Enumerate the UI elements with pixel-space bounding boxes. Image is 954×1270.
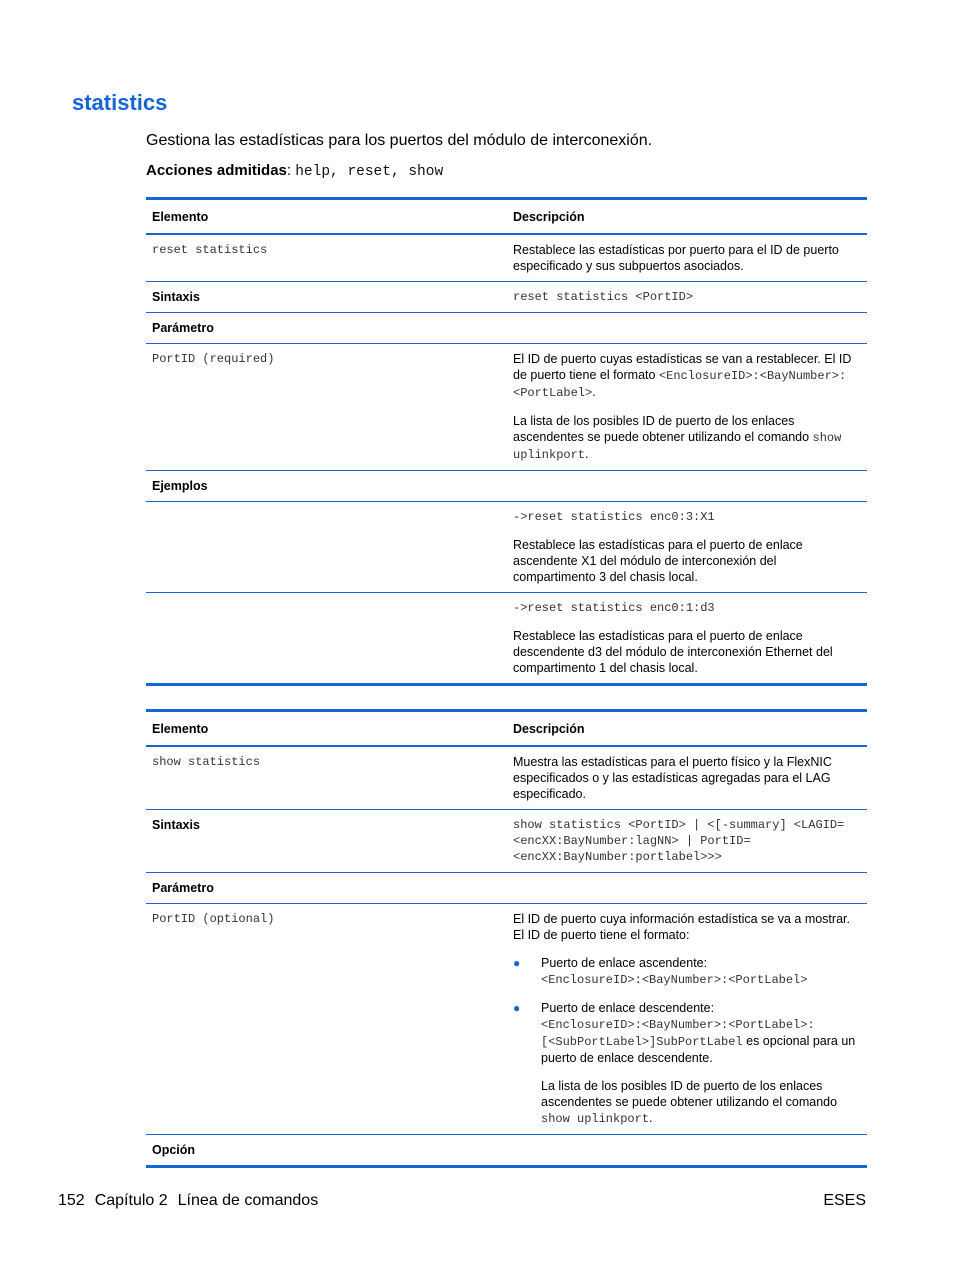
- example-command: ->reset statistics enc0:1:d3: [513, 601, 715, 615]
- element-cell: show statistics: [146, 746, 507, 810]
- parameter-name: PortID (optional): [146, 904, 507, 1135]
- paragraph: El ID de puerto cuya información estadística se va a mostrar. El ID de puerto tiene el formato:: [513, 912, 850, 942]
- examples-label: Ejemplos: [146, 471, 507, 502]
- table-row: [146, 1135, 867, 1167]
- empty-cell: [507, 471, 867, 502]
- text: El ID de puerto cuyas estadísticas se van a restablecer. El ID de puerto tiene el formato: [513, 352, 852, 382]
- bullet-dot-icon: ●: [513, 956, 521, 970]
- empty-cell: [507, 1135, 867, 1167]
- table-row: [146, 873, 867, 904]
- parameter-description: [507, 344, 867, 471]
- table-row: [146, 282, 867, 313]
- table-row: [146, 593, 867, 685]
- col-header-description: Descripción: [507, 711, 867, 747]
- code: <EnclosureID>:<BayNumber>:<PortLabel>: [513, 369, 847, 400]
- actions-label: Acciones admitidas: [146, 162, 287, 179]
- text: .: [592, 385, 596, 399]
- reset-statistics-table: [146, 197, 867, 686]
- paragraph: [513, 351, 861, 401]
- table-row: [146, 904, 867, 1135]
- section-label: Línea de comandos: [177, 1192, 319, 1209]
- col-header-description: Descripción: [507, 199, 867, 235]
- example-cell: [507, 593, 867, 685]
- table-row: [146, 810, 867, 873]
- description-cell: Restablece las estadísticas por puerto para el ID de puerto especificado y sus subpuertos asociados.: [507, 234, 867, 282]
- parameter-label: Parámetro: [146, 873, 507, 904]
- text: es opcional para un puerto de enlace descendente.: [541, 1034, 856, 1065]
- text: .: [649, 1111, 653, 1125]
- syntax-value: show statistics <PortID> | <[-summary] <LAGID=<encXX:BayNumber:lagNN> | PortID=<encXX:BayNumber:portlabel>>>: [507, 810, 867, 873]
- example-description: Restablece las estadísticas para el puerto de enlace descendente d3 del módulo de interconexión Ethernet del compartimento 1 del chasis local.: [513, 629, 833, 675]
- code: show uplinkport: [541, 1112, 650, 1126]
- actions-sep: :: [286, 162, 296, 179]
- empty-cell: [146, 502, 507, 593]
- page-footer: [58, 1192, 328, 1210]
- actions-list: help, reset, show: [295, 164, 444, 180]
- table-row: [146, 344, 867, 471]
- format-list: [513, 955, 861, 1066]
- syntax-value: reset statistics <PortID>: [507, 282, 867, 313]
- description-cell: Muestra las estadísticas para el puerto físico y la FlexNIC especificados o y las estadísticas agregadas para el LAG especificado.: [507, 746, 867, 810]
- example-cell: [507, 502, 867, 593]
- code: [<SubPortLabel>]SubPortLabel: [541, 1035, 743, 1049]
- bullet-dot-icon: ●: [513, 1001, 521, 1015]
- col-header-element: Elemento: [146, 711, 507, 747]
- parameter-description: [507, 904, 867, 1135]
- text: Puerto de enlace descendente:: [541, 1001, 715, 1015]
- element-cell: reset statistics: [146, 234, 507, 282]
- empty-cell: [507, 313, 867, 344]
- option-label: Opción: [146, 1135, 507, 1167]
- col-header-element: Elemento: [146, 199, 507, 235]
- text: La lista de los posibles ID de puerto de los enlaces ascendentes se puede obtener utilizando el comando: [513, 414, 813, 444]
- example-description: Restablece las estadísticas para el puerto de enlace ascendente X1 del módulo de interconexión del compartimento 3 del chasis local.: [513, 538, 803, 584]
- paragraph: [513, 413, 861, 463]
- table-row: [146, 502, 867, 593]
- page-number: 152: [58, 1192, 85, 1209]
- show-statistics-table: [146, 709, 867, 1168]
- intro-text: Gestiona las estadísticas para los puertos del módulo de interconexión.: [146, 132, 653, 149]
- code: show uplinkport: [513, 431, 842, 462]
- page-title: statistics: [72, 90, 168, 115]
- table-row: [146, 471, 867, 502]
- text: Puerto de enlace ascendente:: [541, 956, 708, 970]
- empty-cell: [146, 593, 507, 685]
- list-item: [513, 955, 861, 988]
- paragraph: [513, 1078, 861, 1127]
- language-code: ESES: [823, 1192, 866, 1209]
- syntax-label: Sintaxis: [146, 282, 507, 313]
- text: .: [585, 447, 589, 461]
- parameter-label: Parámetro: [146, 313, 507, 344]
- empty-cell: [507, 873, 867, 904]
- table-row: [146, 234, 867, 282]
- list-item: [513, 1000, 861, 1066]
- text: La lista de los posibles ID de puerto de los enlaces ascendentes se puede obtener utilizando el comando: [541, 1079, 838, 1109]
- parameter-name: PortID (required): [146, 344, 507, 471]
- code: <EnclosureID>:<BayNumber>:<PortLabel>: [541, 973, 808, 987]
- example-command: ->reset statistics enc0:3:X1: [513, 510, 715, 524]
- code: <EnclosureID>:<BayNumber>:<PortLabel>:: [541, 1018, 815, 1032]
- table-row: [146, 746, 867, 810]
- supported-actions: [146, 162, 443, 180]
- chapter-label: Capítulo 2: [94, 1192, 168, 1209]
- syntax-label: Sintaxis: [146, 810, 507, 873]
- table-row: [146, 313, 867, 344]
